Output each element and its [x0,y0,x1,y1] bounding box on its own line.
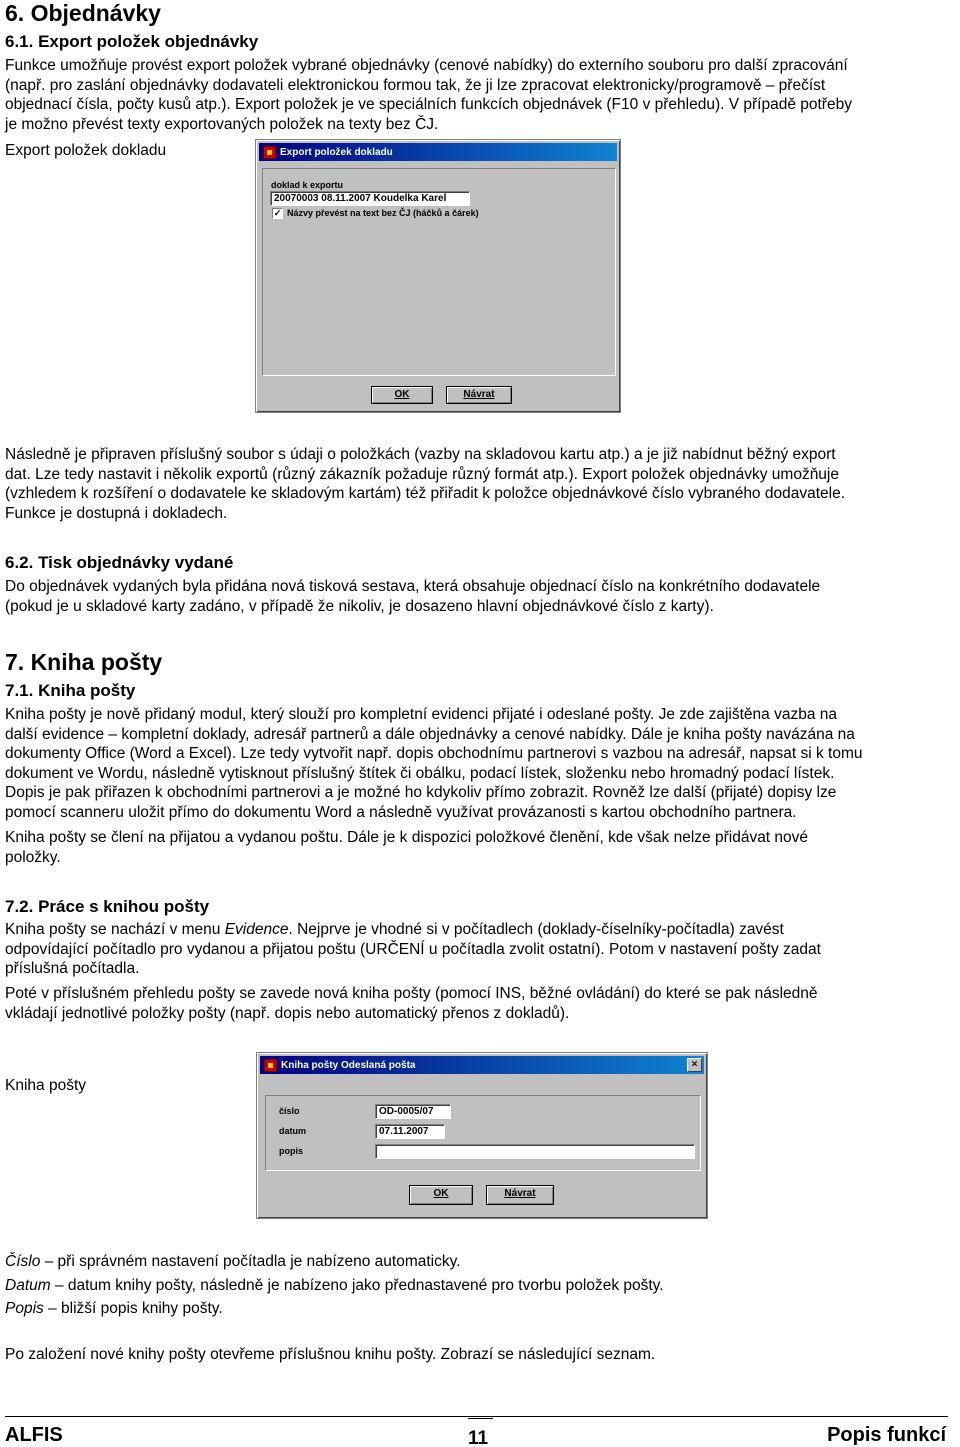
app-icon [264,1059,277,1072]
page-number-rule [468,1418,493,1419]
back-button[interactable]: Návrat [486,1185,554,1205]
dialog-panel [265,1095,701,1171]
back-button[interactable]: Návrat [446,386,512,404]
dialog-titlebar [260,1056,704,1074]
definition-text: – při správném nastavení počítadla je nabízeno automaticky. [40,1253,461,1270]
text-line: dokument ve Wordu, následně vytisknout příslušný štítek či obálku, podací lístek, složenku nebo hromadný podací lístek. [5,764,835,782]
menu-name: Evidence [224,921,289,938]
definition-item [5,1250,955,1274]
definition-term: Číslo [5,1253,41,1270]
section-7-1-paragraph [5,705,955,823]
text-line: (např. pro zaslání objednávky dodavateli elektronickou formou tak, že ji lze zpracovat elektronicky/programově – přečíst [5,76,826,94]
definition-term: Popis [5,1300,44,1317]
text-line: (vzhledem k rozšíření o dodavatele ke skladovým kartám) též přiřadit k položce objednávkové číslo vybraného dodavatele. [5,485,846,503]
dialog-title: Kniha pošty Odeslaná pošta [281,1059,416,1071]
section-6-1-paragraph [5,56,955,134]
section-7-1-paragraph-2 [5,828,955,867]
text-line: (pokud je u skladové karty zadáno, v případě že nikoliv, je dosazeno hlavní objednávkové číslo z karty). [5,597,714,615]
figure-1-caption: Export položek dokladu [5,142,167,159]
closing-paragraph: Po založení nové knihy pošty otevřeme příslušnou knihu pošty. Zobrazí se následující seznam. [5,1346,656,1363]
section-6-2-paragraph [5,577,955,616]
page-number: 11 [468,1428,489,1447]
section-7-2-paragraph [5,920,955,979]
definition-item [5,1297,955,1321]
text-line: Poté v příslušném přehledu pošty se zavede nová kniha pošty (pomocí INS, běžné ovládání) do které se pak následně [5,985,818,1002]
text-line: je možno převést texty exportovaných položek na texty bez ČJ. [5,115,439,133]
text-line: pomocí scanneru uložit přímo do dokumentu Word a následně využívat provázanosti s kartou obchodního partnera. [5,803,797,821]
text-line: Do objednávek vydaných byla přidána nová tisková sestava, která obsahuje objednací číslo na konkrétního dodavatele [5,578,821,595]
text-line: Funkce umožňuje provést export položek vybrané objednávky (cenové nabídky) do externího souboru pro další zpracování [5,57,848,74]
field-definitions [5,1250,955,1321]
text-line: položky. [5,848,61,866]
section-6-1-after-paragraph [5,445,955,523]
ok-button[interactable]: OK [371,386,433,404]
text-line: příslušná počítadla. [5,960,140,978]
footer-title: Popis funkcí [827,1424,946,1446]
export-dialog [255,139,621,413]
section-7-2-paragraph-2 [5,984,955,1023]
text-line: Kniha pošty je nově přidaný modul, který slouží pro kompletní evidenci přijaté i odeslané pošty. Je zde zajištěna vazba na [5,706,838,723]
chapter-6-heading: 6. Objednávky [5,0,161,26]
footer-brand: ALFIS [5,1424,63,1446]
dialog-titlebar [259,143,617,161]
text-line [5,920,955,940]
chapter-7-heading: 7. Kniha pošty [5,649,163,675]
text-fragment: . Nejprve je vhodné si v počítadlech (doklady-číselníky-počítadla) zavést [288,921,784,938]
footer-divider [5,1416,948,1417]
ok-button[interactable]: OK [409,1185,473,1205]
text-fragment: Kniha pošty se nachází v menu [5,921,225,938]
section-6-2-heading: 6.2. Tisk objednávky vydané [5,553,234,572]
definition-item [5,1274,955,1298]
section-7-1-heading: 7.1. Kniha pošty [5,681,136,700]
text-line: odpovídající počítadlo pro vydanou a přijatou poštu (URČENÍ u počítadla zvolit ostatní). Potom v nastavení pošty zadat [5,940,821,958]
doc-label: doklad k exportu [271,180,344,190]
text-line: Dopis je pak přiřazen k obchodními partnerovi a je možné ho kdykoliv přímo zobrazit. Rovněž lze další (přijaté) dopisy lze [5,784,837,802]
post-book-dialog [256,1052,708,1219]
convert-checkbox-label: Názvy převést na text bez ČJ (háčků a čárek) [287,208,479,218]
close-icon[interactable]: × [687,1058,702,1072]
text-line: dokumenty Office (Word a Excel). Lze tedy vytvořit např. dopis obchodnímu partnerovi s vazbou na adresář, napsat si k tomu [5,745,863,763]
description-label: popis [279,1146,303,1156]
definition-text: – datum knihy pošty, následně je nabízeno jako přednastavené pro tvorbu položek pošty. [50,1276,664,1294]
figure-2-caption: Kniha pošty [5,1077,86,1094]
text-line: další evidence – kompletní doklady, adresář partnerů a dále objednávky a cenové nabídky. Dále je kniha pošty navázána na [5,725,855,743]
dialog-title: Export položek dokladu [280,146,393,158]
date-label: datum [279,1126,306,1136]
doc-field[interactable]: 20070003 08.11.2007 Koudelka Karel [270,191,470,206]
definition-term: Datum [5,1276,51,1294]
description-field[interactable] [375,1144,695,1159]
text-line: Následně je připraven příslušný soubor s údaji o položkách (vazby na skladovou kartu atp.) a je již nabídnut běžný export [5,446,836,463]
section-7-2-heading: 7.2. Práce s knihou pošty [5,897,210,916]
definition-text: – bližší popis knihy pošty. [43,1300,223,1317]
date-field[interactable]: 07.11.2007 [375,1124,445,1139]
text-line: Kniha pošty se člení na přijatou a vydanou poštu. Dále je k dispozici položkové členění, kde však nelze přidávat nové [5,829,809,846]
number-field[interactable]: OD-0005/07 [375,1104,451,1119]
app-icon [263,146,276,159]
number-label: číslo [279,1106,300,1116]
text-line: Funkce je dostupná i dokladech. [5,504,228,522]
text-line: objednací čísla, počty kusů atp.). Export položek je ve speciálních funkcích objednávek (F10 v přehledu). V případě potřeby [5,96,852,114]
text-line: vkládají jednotlivé položky pošty (např. dopis nebo automatický přenos z dokladů). [5,1004,570,1022]
convert-checkbox[interactable]: ✓ [273,208,282,218]
section-6-1-heading: 6.1. Export položek objednávky [5,32,259,51]
text-line: dat. Lze tedy nastavit i několik exportů (různý zákazník požaduje různý formát atp.). Export položek objednávky umožňuje [5,465,839,483]
